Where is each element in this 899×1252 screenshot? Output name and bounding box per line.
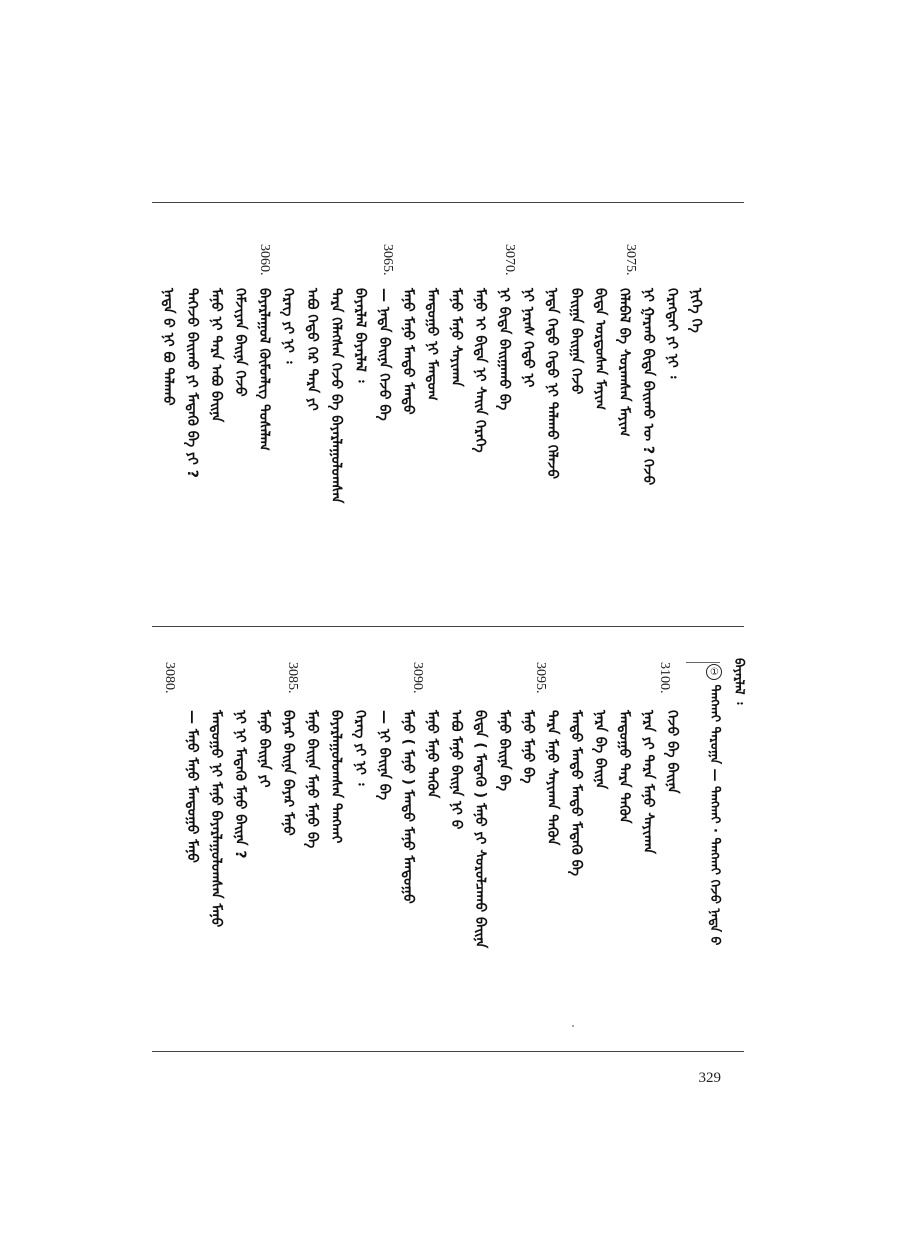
text-line: ᠮᠠᠨᠳᠤᠭᠤ ᠲᠡᠷᠡ ᠲᠡᠭᠦᠨ xyxy=(616,710,632,824)
text-line: ᠬᠡᠮᠵᠢᠶᠡᠨ ᠪᠠᠢᠨᠠ ᠭᠡᠵᠦ xyxy=(232,288,248,397)
text-line: ᠠᠪᠤ ᠮᠠᠨᠤ ᠪᠠᠢᠨᠠ ᠨᠢ ᠪ xyxy=(448,710,464,830)
line-number: 3075. xyxy=(623,244,638,276)
text-line: ᠨᠢ ᠨᠡᠷᠡᠰ ᠬᠡᠳᠦ ᠨᠢ xyxy=(520,288,536,388)
footnote-text: ᠲᠠᠩᠬᠠᠢ ᠳᠠᠷᠤᠭᠠ — ᠲᠠᠩᠬᠠᠢ · ᠲᠠᠩᠬᠠᠢ ᠭᠡᠵᠦ ᠨᠠᠳᠠ ᠪ xyxy=(707,684,722,946)
text-line: ᠪᠠᠶᠠᠷᠯᠠᠭᠤᠯᠤᠭᠰᠠᠨ ᠲᠠᠩᠬᠠᠢ xyxy=(328,710,344,844)
text-line: ᠪᠠᠶᠠᠷᠯᠠᠭᠤᠯ ᠬᠦᠮᠦᠨᠯᠢᠭ ᠲᠤᠰᠠᠯᠠᠭ xyxy=(256,288,272,451)
text-line: ᠨᠢ ᠪᠢᠳᠡ ᠪᠠᠢᠭᠠᠬᠤ ᠪᠠ xyxy=(496,288,512,411)
line-number: 3100. xyxy=(657,662,672,694)
footnote-line xyxy=(703,664,726,945)
text-line: ᠪᠠᠶᠠᠷ ᠪᠠᠢᠨᠠ ᠪᠠᠶᠠᠷ ᠮᠠᠨᠤ xyxy=(280,710,296,836)
line-number: 3070. xyxy=(502,244,517,276)
text-line: ᠮᠠᠨᠳᠤᠭᠤ ᠨᠢ ᠮᠠᠨᠳᠤᠭ xyxy=(424,288,440,401)
text-line: ᠮᠠᠨᠤ ᠪᠠᠢᠨᠠ ᠮᠠᠨᠤ ᠮᠠᠨᠤ ᠪᠠ xyxy=(304,710,320,849)
text-line: ᠮᠠᠨᠤ ᠮᠠᠨᠤ ᠰᠠᠶᠢᠬᠠᠨ xyxy=(448,288,464,387)
text-line: — ᠨᠠᠳᠠ ᠪᠠᠢᠨᠠ ᠭᠡᠵᠦ ᠪᠠ xyxy=(376,288,392,421)
text-line: ᠮᠠᠨᠤ ᠮᠠᠨᠤ ᠲᠡᠭᠦᠨ xyxy=(424,710,440,799)
footnote-heading: ᠪᠠᠶᠠᠷᠯᠠᠯ ᠄ xyxy=(731,658,746,705)
text-line: ᠮᠠᠨᠤ ᠮᠠᠨᠤ ᠪᠠ xyxy=(520,710,536,784)
text-line: ᠬᠡᠯᠡᠪᠡᠯ ᠪᠠ ᠰᠤᠷᠠᠭᠰᠠᠨ ᠮᠠᠶᠢᠭ xyxy=(616,288,632,437)
text-line: ᠮᠠᠨᠤ ᠨᠢ ᠲᠡᠷᠡ ᠠᠪᠤ ᠪᠠᠢᠨᠠ xyxy=(208,288,224,423)
text-line: ᠨᠢ ᠭᠠᠷᠬᠤ ᠪᠢᠳᠡ ᠪᠠᠢᠬᠤ ᠦ ? ᠭᠡᠵᠦ xyxy=(640,288,656,486)
text-line: ᠬᠡᠷᠡᠭᠲᠡᠢ ᠶᠢ ᠨᠢ ᠄ xyxy=(664,288,680,379)
text-line: — ᠨᠢ ᠪᠠᠢᠨᠠ ᠪᠠ xyxy=(376,710,392,801)
text-line: ᠨᠡᠷᠡ ᠪᠠ ᠪᠠᠢᠨᠠ xyxy=(592,710,608,790)
bottom-rule xyxy=(152,1051,744,1052)
line-number: 3095. xyxy=(533,662,548,694)
text-line: ᠮᠠᠨᠤ ᠢ ᠪᠢᠳᠡ ᠨᠢ ᠰᠠᠢᠨ ᠭᠡᠷᠡᠭᠡ xyxy=(472,288,488,453)
text-line: ᠬᠡᠷᠡᠭ ᠶᠢ ᠨᠢ ᠄ xyxy=(280,288,296,364)
text-line: ᠪᠠᠶᠠᠷᠯᠠᠯ ᠪᠠᠶᠠᠷᠯᠠᠯ ᠄ xyxy=(352,288,368,383)
speck xyxy=(572,1025,574,1027)
text-line: ᠮᠠᠨᠤ ᠪᠠᠢᠨᠠ ᠶᠢ xyxy=(256,710,272,788)
text-line: ᠨᠢ ᠨᠢ ᠮᠡᠳᠡᠬᠦ ᠮᠠᠨᠤ ᠪᠠᠢᠨᠠ ? xyxy=(232,710,248,859)
footnote-rule xyxy=(686,662,720,663)
text-line: ᠮᠠᠨᠤ ( ᠮᠠᠨᠤ ) ᠮᠠᠨᠳᠤ ᠮᠠᠨᠤ ᠮᠠᠨᠳᠤᠭᠤ xyxy=(400,710,416,904)
top-rule xyxy=(152,202,744,203)
text-line: — ᠮᠠᠨᠤ ᠮᠠᠨᠤ ᠮᠠᠨᠳᠤᠭᠤ ᠮᠠᠨᠤ xyxy=(184,710,200,863)
text-line: ᠲᠡᠭᠡᠵᠦ ᠪᠠᠢᠬᠤ ᠶᠢ ᠮᠡᠳᠡᠬᠦ ᠪᠠ ᠶᠢ ? xyxy=(184,288,200,478)
text-line: ᠭᠡᠵᠦ ᠪᠠ ᠪᠠᠢᠨᠠ xyxy=(664,710,680,794)
line-number: 3065. xyxy=(380,244,395,276)
text-line: ᠨᠡᠷᠡ ᠶᠢ ᠲᠡᠷᠡ ᠮᠠᠨᠤ ᠰᠠᠶᠢᠬᠠᠨ xyxy=(640,710,656,854)
text-line: ᠪᠠᠢᠭᠠ ᠪᠠᠢᠭᠠ ᠭᠡᠵᠦ xyxy=(568,288,584,395)
text-line: ᠨᠠᠳᠠ ᠬᠡᠳᠦ ᠬᠡᠳᠦ ᠨᠢ ᠲᠠᠯᠠᠬᠤ ᠬᠡᠯᠡᠵᠦ xyxy=(544,288,560,479)
middle-rule xyxy=(152,626,744,627)
line-number: 3085. xyxy=(285,662,300,694)
text-line: ᠮᠠᠨᠳᠤᠭᠤ ᠨᠢ ᠮᠠᠨᠤ ᠪᠠᠶᠠᠷᠯᠠᠭᠤᠯᠤᠭᠰᠠᠨ ᠮᠠᠨᠤ xyxy=(208,710,224,928)
text-line: ᠬᠡᠷᠡᠭ ᠶᠢ ᠨᠢ ᠄ xyxy=(352,710,368,786)
text-line: ᠲᠡᠷᠡ ᠬᠡᠯᠡᠭᠰᠡᠨ ᠭᠡᠵᠦ ᠪᠠ ᠪᠠᠶᠠᠷᠯᠠᠭᠤᠯᠤᠭᠰᠠᠨ xyxy=(328,288,344,504)
text-line: ᠲᠡᠷᠡ ᠮᠠᠨᠤ ᠰᠠᠶᠢᠬᠠᠨ ᠲᠡᠭᠦᠨ xyxy=(544,710,560,846)
page-number: 329 xyxy=(698,1070,721,1086)
line-number: 3090. xyxy=(410,662,425,694)
text-line: ᠠᠪᠤ ᠬᠡᠳᠦ ᠭᠡᠷ ᠲᠡᠷᠡ ᠶᠢ xyxy=(304,288,320,411)
text-line: ᠮᠠᠨᠤ ᠪᠠᠢᠨᠠ ᠪᠠ xyxy=(496,710,512,792)
text-line: ᠪᠢᠳᠡ ᠤᠷᠳᠤᠰᠠᠨ ᠮᠠᠶᠢᠭ xyxy=(592,288,608,411)
footnote-marker: ① xyxy=(706,664,722,680)
text-line: ᠮᠠᠨᠳᠤ ᠮᠠᠨᠳᠤ ᠮᠠᠨᠳᠤ ᠮᠡᠳᠡᠬᠦ ᠪᠠ xyxy=(568,710,584,877)
text-line: ᠨᠢᠭᠡ ᠬᠡ xyxy=(688,288,704,333)
text-line: ᠮᠠᠨᠤ ᠮᠠᠨᠤ ᠮᠠᠨᠳᠤ ᠮᠠᠨᠳᠤ xyxy=(400,288,416,415)
text-line: ᠨᠠᠳᠠ ᠪ ᠨᠢ ᠪᠤ ᠲᠠᠯᠠᠬᠤ xyxy=(160,288,176,406)
line-number: 3080. xyxy=(162,662,177,694)
text-line: ᠪᠢᠳᠡ ( ᠮᠡᠳᠡᠬᠦ ) ᠮᠠᠨᠤ ᠶᠢ ᠰᠤᠷᠤᠯᠴᠠᠬᠤ ᠪᠠᠢᠨᠠ xyxy=(472,710,488,949)
line-number: 3060. xyxy=(257,244,272,276)
